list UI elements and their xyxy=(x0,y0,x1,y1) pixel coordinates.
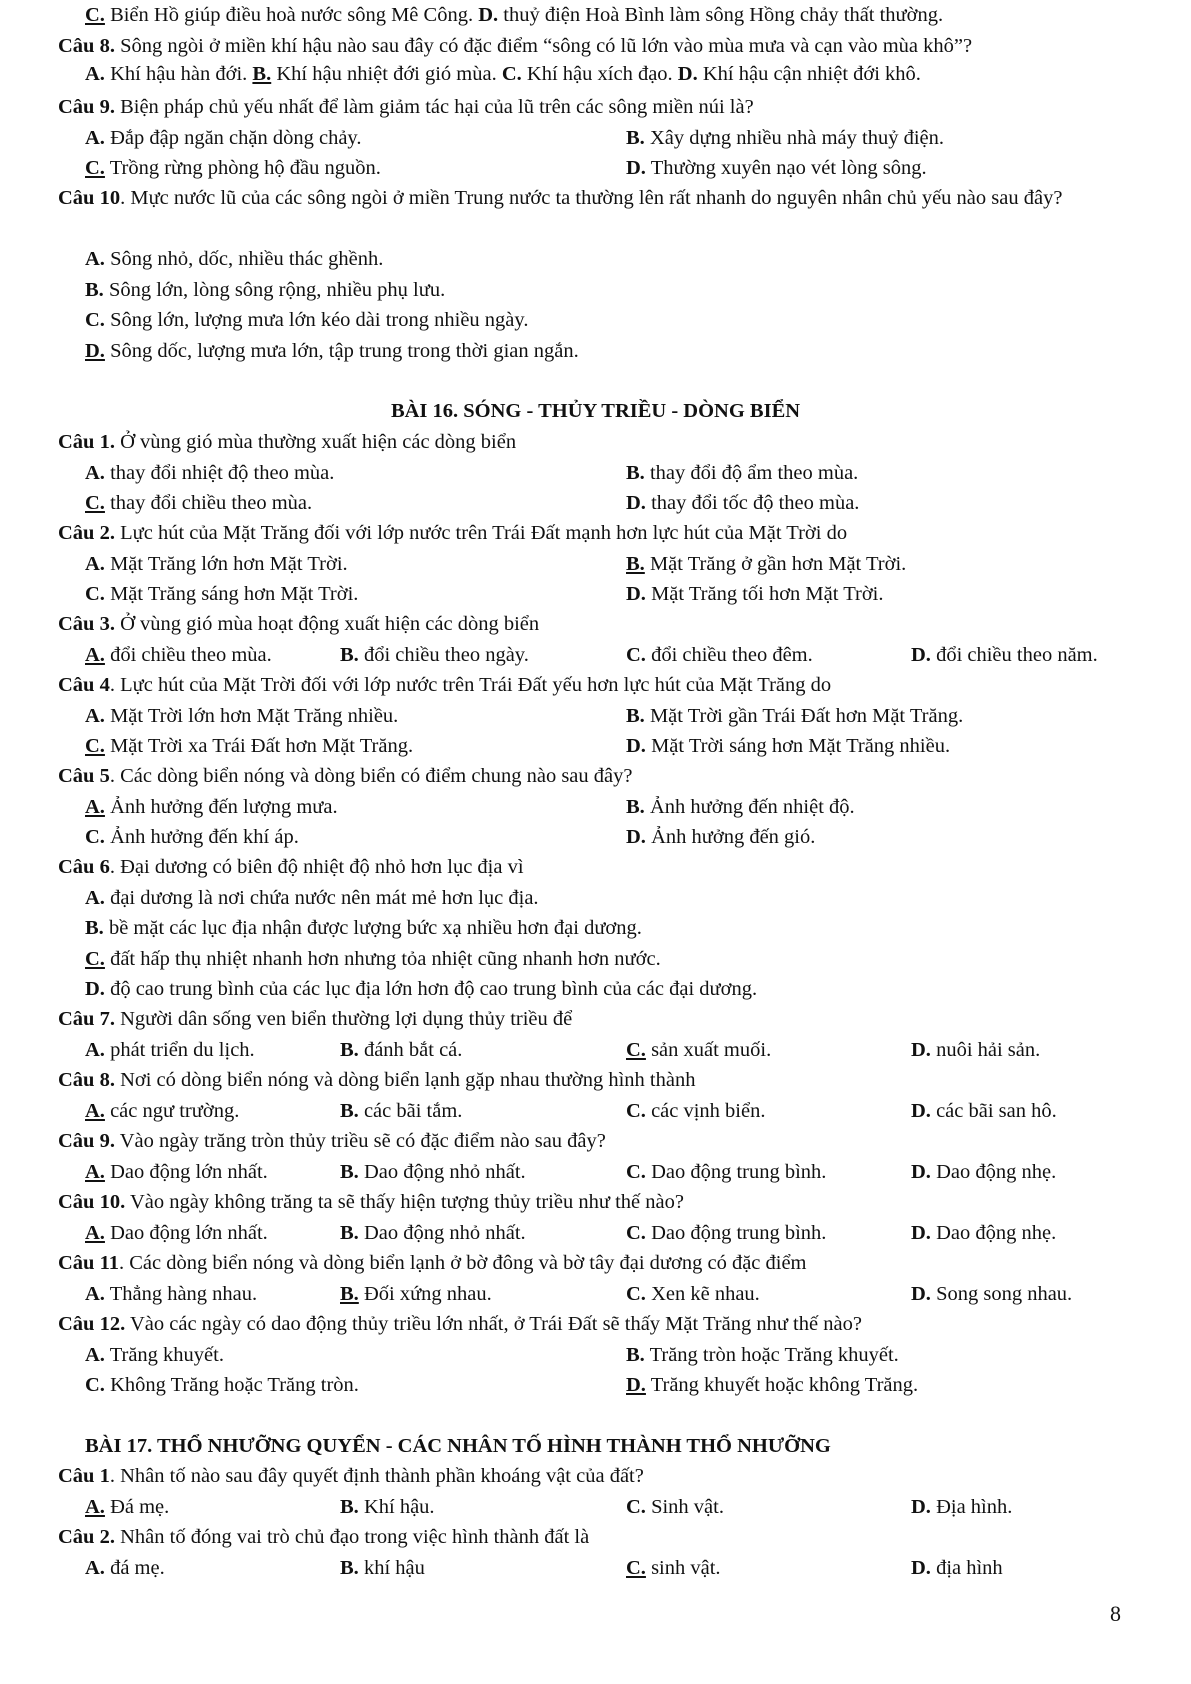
option-b xyxy=(340,1492,435,1523)
option-text: đánh bắt cá. xyxy=(363,1039,463,1061)
question-line xyxy=(58,670,1131,701)
question-line xyxy=(58,1187,1131,1218)
option-c xyxy=(626,1492,724,1523)
option-label: A. xyxy=(85,553,105,575)
question-text: Biện pháp chủ yếu nhất để làm giảm tác hại của lũ trên các sông miền núi là? xyxy=(120,96,754,118)
option-b xyxy=(85,913,642,944)
option-c xyxy=(85,488,312,519)
option-label: B. xyxy=(626,127,645,149)
option-text: thuỷ điện Hoà Bình làm sông Hồng chảy thất thường. xyxy=(503,4,944,26)
option-label: A. xyxy=(85,1344,105,1366)
option-text: Trăng khuyết. xyxy=(109,1344,224,1366)
question-text: Người dân sống ven biển thường lợi dụng thủy triều để xyxy=(120,1008,573,1030)
option-c xyxy=(85,1370,359,1401)
question-label: Câu 2. xyxy=(58,1526,115,1548)
option-d xyxy=(911,1035,1040,1066)
option-label: D. xyxy=(911,1039,931,1061)
option-label: A. xyxy=(85,644,105,666)
option-label: C. xyxy=(85,4,105,26)
option-text: đổi chiều theo năm. xyxy=(936,644,1098,666)
question-line xyxy=(58,31,1131,62)
option-a xyxy=(85,701,398,732)
option-text: Mặt Trời lớn hơn Mặt Trăng nhiều. xyxy=(110,705,399,727)
option-text: Ảnh hưởng đến lượng mưa. xyxy=(110,796,338,818)
option-label: A. xyxy=(85,1283,105,1305)
option-text: Sông dốc, lượng mưa lớn, tập trung trong thời gian ngắn. xyxy=(110,340,579,362)
option-label: B. xyxy=(85,917,104,939)
option-text: đổi chiều theo đêm. xyxy=(651,644,813,666)
question-label: Câu 3. xyxy=(58,613,115,635)
question-text: . Lực hút của Mặt Trời đối với lớp nước trên Trái Đất yếu hơn lực hút của Mặt Trăng do xyxy=(109,674,832,696)
option-label: D. xyxy=(911,1222,931,1244)
option-label: A. xyxy=(85,1496,105,1518)
option-text: độ cao trung bình của các lục địa lớn hơn độ cao trung bình của các đại dương. xyxy=(110,978,758,1000)
option-label: C. xyxy=(85,309,105,331)
question-label: Câu 9. xyxy=(58,1130,115,1152)
question-line xyxy=(58,92,1131,123)
question-line xyxy=(58,1065,1131,1096)
option-d xyxy=(626,488,859,519)
option-label: D. xyxy=(911,1557,931,1579)
option-text: Xen kẽ nhau. xyxy=(651,1283,760,1305)
option-text: Khí hậu hàn đới. xyxy=(110,63,248,85)
option-label: B. xyxy=(626,796,645,818)
option-a xyxy=(85,1096,239,1127)
option-label: D. xyxy=(626,492,646,514)
question-line xyxy=(58,1126,1131,1157)
option-a xyxy=(85,1157,268,1188)
option-a xyxy=(85,1218,268,1249)
option-label: A. xyxy=(85,887,105,909)
option-d xyxy=(911,1553,1003,1584)
question-text: Lực hút của Mặt Trăng đối với lớp nước trên Trái Đất mạnh hơn lực hút của Mặt Trời do xyxy=(120,522,848,544)
option-a xyxy=(85,1340,224,1371)
option-text: thay đổi chiều theo mùa. xyxy=(110,492,313,514)
option-label: A. xyxy=(85,1557,105,1579)
option-text: Dao động trung bình. xyxy=(651,1161,827,1183)
prev-answer-line xyxy=(85,0,1131,31)
option-d xyxy=(626,731,950,762)
option-b xyxy=(340,1553,425,1584)
question-label: Câu 7. xyxy=(58,1008,115,1030)
option-text: sản xuất muối. xyxy=(651,1039,772,1061)
page-number: 8 xyxy=(1110,1601,1121,1626)
option-label: B. xyxy=(626,553,645,575)
option-text: Đối xứng nhau. xyxy=(363,1283,492,1305)
option-label: A. xyxy=(85,127,105,149)
option-d xyxy=(911,1096,1057,1127)
question-label: Câu 11 xyxy=(58,1252,119,1274)
option-d xyxy=(626,822,815,853)
option-label: B. xyxy=(252,63,272,85)
option-label: A. xyxy=(85,1222,105,1244)
section-heading: BÀI 17. THỔ NHƯỠNG QUYỂN - CÁC NHÂN TỐ HÌNH THÀNH THỔ NHƯỠNG xyxy=(85,1435,831,1457)
option-text: Sông lớn, lòng sông rộng, nhiều phụ lưu. xyxy=(108,279,446,301)
option-label: B. xyxy=(340,644,359,666)
option-label: B. xyxy=(340,1100,359,1122)
option-label: D. xyxy=(911,1496,931,1518)
question-line xyxy=(58,518,1131,549)
option-label: A. xyxy=(85,705,105,727)
option-text: Đắp đập ngăn chặn dòng chảy. xyxy=(110,127,362,149)
option-label: D. xyxy=(677,63,698,85)
option-label: C. xyxy=(501,63,522,85)
option-label: B. xyxy=(340,1161,359,1183)
option-label: D. xyxy=(626,1374,646,1396)
question-line xyxy=(58,1309,1131,1340)
option-c xyxy=(85,731,413,762)
question-line xyxy=(58,1461,1131,1492)
option-label: C. xyxy=(85,948,105,970)
option-d xyxy=(626,153,927,184)
option-label: D. xyxy=(85,340,105,362)
option-label: C. xyxy=(85,583,105,605)
option-text: Địa hình. xyxy=(936,1496,1013,1518)
question-text: Nhân tố đóng vai trò chủ đạo trong việc hình thành đất là xyxy=(120,1526,590,1548)
option-text: Ảnh hưởng đến khí áp. xyxy=(110,826,299,848)
question-line xyxy=(58,609,1131,640)
option-d xyxy=(911,1157,1056,1188)
question-line xyxy=(58,183,1131,214)
option-text: khí hậu xyxy=(363,1557,425,1579)
option-a xyxy=(85,792,338,823)
option-text: địa hình xyxy=(936,1557,1003,1579)
option-b xyxy=(626,123,944,154)
option-text: Trăng tròn hoặc Trăng khuyết. xyxy=(649,1344,899,1366)
option-label: D. xyxy=(626,735,646,757)
option-d xyxy=(85,336,579,367)
option-label: D. xyxy=(626,826,646,848)
option-text: đất hấp thụ nhiệt nhanh hơn nhưng tỏa nhiệt cũng nhanh hơn nước. xyxy=(110,948,661,970)
option-text: Khí hậu nhiệt đới gió mùa. xyxy=(276,63,497,85)
option-label: B. xyxy=(626,1344,645,1366)
option-a xyxy=(85,123,361,154)
option-text: đổi chiều theo ngày. xyxy=(363,644,529,666)
option-text: Thẳng hàng nhau. xyxy=(109,1283,258,1305)
option-label: C. xyxy=(626,1161,646,1183)
option-label: C. xyxy=(626,1283,646,1305)
question-text: . Đại dương có biên độ nhiệt độ nhỏ hơn lục địa vì xyxy=(109,856,524,878)
question-text: Nơi có dòng biển nóng và dòng biển lạnh gặp nhau thường hình thành xyxy=(120,1069,696,1091)
option-text: Không Trăng hoặc Trăng tròn. xyxy=(110,1374,359,1396)
option-text: các bãi san hô. xyxy=(936,1100,1057,1122)
question-text: . Các dòng biển nóng và dòng biển lạnh ở bờ đông và bờ tây đại dương có đặc điểm xyxy=(118,1252,807,1274)
option-a xyxy=(85,883,539,914)
option-label: C. xyxy=(85,157,105,179)
option-label: B. xyxy=(340,1496,359,1518)
option-b xyxy=(626,1340,899,1371)
question-line xyxy=(58,1004,1131,1035)
option-label: A. xyxy=(85,796,105,818)
option-label: D. xyxy=(626,583,646,605)
option-text: đổi chiều theo mùa. xyxy=(110,644,272,666)
option-label: B. xyxy=(340,1039,359,1061)
option-text: Dao động nhẹ. xyxy=(936,1161,1057,1183)
option-text: Sông nhỏ, dốc, nhiều thác ghềnh. xyxy=(110,248,384,270)
option-a xyxy=(85,1492,169,1523)
option-text: Dao động lớn nhất. xyxy=(110,1222,268,1244)
option-label: C. xyxy=(626,1557,646,1579)
option-text: Mặt Trời sáng hơn Mặt Trăng nhiều. xyxy=(651,735,951,757)
option-label: D. xyxy=(478,4,499,26)
option-d xyxy=(911,640,1098,671)
option-d xyxy=(911,1492,1012,1523)
option-label: B. xyxy=(340,1283,359,1305)
question-text: Ở vùng gió mùa hoạt động xuất hiện các dòng biển xyxy=(120,613,540,635)
question-label: Câu 10. xyxy=(58,1191,126,1213)
option-text: Ảnh hưởng đến gió. xyxy=(651,826,816,848)
option-text: Dao động nhỏ nhất. xyxy=(363,1222,526,1244)
option-b xyxy=(340,1035,462,1066)
question-label: Câu 8. xyxy=(58,1069,115,1091)
option-label: C. xyxy=(85,1374,105,1396)
option-text: thay đổi độ ẩm theo mùa. xyxy=(649,462,859,484)
option-c xyxy=(626,1096,765,1127)
option-text: sinh vật. xyxy=(651,1557,721,1579)
option-b xyxy=(340,1096,462,1127)
question-label: Câu 4 xyxy=(58,674,110,696)
question-text: Ở vùng gió mùa thường xuất hiện các dòng biển xyxy=(120,431,517,453)
option-label: C. xyxy=(626,1039,646,1061)
question-text: Sông ngòi ở miền khí hậu nào sau đây có đặc điểm “sông có lũ lớn vào mùa mưa và cạn vào mùa khô”? xyxy=(120,35,973,57)
question-text: . Mực nước lũ của các sông ngòi ở miền Trung nước ta thường lên rất nhanh do nguyên nhân chủ yếu nào sau đây? xyxy=(120,187,1063,209)
option-b xyxy=(340,640,529,671)
option-label: A. xyxy=(85,248,105,270)
option-label: B. xyxy=(85,279,104,301)
option-a xyxy=(85,458,334,489)
option-label: B. xyxy=(626,462,645,484)
option-label: B. xyxy=(340,1557,359,1579)
option-c xyxy=(85,579,358,610)
option-text: Trồng rừng phòng hộ đầu nguồn. xyxy=(109,157,381,179)
option-d xyxy=(911,1218,1056,1249)
question-label: Câu 1. xyxy=(58,431,115,453)
option-b xyxy=(626,792,855,823)
question-line xyxy=(58,427,1131,458)
option-text: bề mặt các lục địa nhận được lượng bức xạ nhiều hơn đại dương. xyxy=(108,917,642,939)
option-d xyxy=(911,1279,1072,1310)
option-c xyxy=(626,640,813,671)
option-label: D. xyxy=(85,978,105,1000)
question-label: Câu 2. xyxy=(58,522,115,544)
question-label: Câu 12. xyxy=(58,1313,126,1335)
option-label: A. xyxy=(85,462,105,484)
option-c xyxy=(85,305,528,336)
section-heading: BÀI 16. SÓNG - THỦY TRIỀU - DÒNG BIỂN xyxy=(390,400,801,422)
option-d xyxy=(85,974,757,1005)
question-label: Câu 9. xyxy=(58,96,115,118)
option-text: Mặt Trăng ở gần hơn Mặt Trời. xyxy=(649,553,907,575)
question-line xyxy=(58,1522,1131,1553)
option-b xyxy=(626,701,963,732)
option-text: Song song nhau. xyxy=(936,1283,1073,1305)
option-text: thay đổi nhiệt độ theo mùa. xyxy=(110,462,335,484)
option-text: Sinh vật. xyxy=(651,1496,724,1518)
option-label: B. xyxy=(626,705,645,727)
option-c xyxy=(85,153,381,184)
option-b xyxy=(85,275,445,306)
option-label: A. xyxy=(85,1100,105,1122)
option-b xyxy=(340,1157,526,1188)
option-label: C. xyxy=(85,492,105,514)
option-label: D. xyxy=(911,1100,931,1122)
question-text: Vào ngày không trăng ta sẽ thấy hiện tượng thủy triều như thế nào? xyxy=(129,1191,684,1213)
option-a xyxy=(85,1279,257,1310)
option-text: Biển Hồ giúp điều hoà nước sông Mê Công. xyxy=(110,4,474,26)
option-text: Thường xuyên nạo vét lòng sông. xyxy=(650,157,927,179)
option-c xyxy=(626,1553,721,1584)
option-b xyxy=(340,1218,526,1249)
option-label: C. xyxy=(626,644,646,666)
option-b xyxy=(626,458,858,489)
option-label: C. xyxy=(626,1100,646,1122)
option-text: Sông lớn, lượng mưa lớn kéo dài trong nhiều ngày. xyxy=(110,309,529,331)
option-a xyxy=(85,640,272,671)
question-line xyxy=(58,852,1131,883)
option-text: Mặt Trời xa Trái Đất hơn Mặt Trăng. xyxy=(110,735,414,757)
option-text: Mặt Trời gần Trái Đất hơn Mặt Trăng. xyxy=(649,705,964,727)
question-text: . Nhân tố nào sau đây quyết định thành phần khoáng vật của đất? xyxy=(109,1465,644,1487)
option-text: nuôi hải sản. xyxy=(936,1039,1041,1061)
option-a xyxy=(85,244,383,275)
question-label: Câu 6 xyxy=(58,856,110,878)
option-label: C. xyxy=(85,826,105,848)
question-line xyxy=(58,1248,1131,1279)
option-text: Ảnh hưởng đến nhiệt độ. xyxy=(649,796,855,818)
option-a xyxy=(85,549,348,580)
option-c xyxy=(626,1279,760,1310)
option-b xyxy=(340,1279,492,1310)
option-text: Dao động trung bình. xyxy=(651,1222,827,1244)
option-text: Mặt Trăng tối hơn Mặt Trời. xyxy=(651,583,884,605)
option-text: Khí hậu cận nhiệt đới khô. xyxy=(702,63,921,85)
option-c xyxy=(85,822,299,853)
options-line xyxy=(85,59,1131,90)
option-label: C. xyxy=(626,1496,646,1518)
option-text: Khí hậu. xyxy=(363,1496,435,1518)
option-text: đá mẹ. xyxy=(110,1557,165,1579)
option-text: Mặt Trăng lớn hơn Mặt Trời. xyxy=(110,553,348,575)
question-label: Câu 8. xyxy=(58,35,115,57)
option-label: D. xyxy=(626,157,646,179)
option-d xyxy=(626,579,884,610)
option-text: phát triển du lịch. xyxy=(110,1039,255,1061)
option-text: Dao động nhẹ. xyxy=(936,1222,1057,1244)
option-a xyxy=(85,1553,165,1584)
option-text: các bãi tắm. xyxy=(363,1100,463,1122)
question-line xyxy=(58,761,1131,792)
question-text: . Các dòng biển nóng và dòng biển có điểm chung nào sau đây? xyxy=(109,765,633,787)
question-label: Câu 5 xyxy=(58,765,110,787)
option-label: B. xyxy=(340,1222,359,1244)
option-d xyxy=(626,1370,918,1401)
option-c xyxy=(85,944,661,975)
question-text: Vào ngày trăng tròn thủy triều sẽ có đặc điểm nào sau đây? xyxy=(119,1130,606,1152)
option-text: Xây dựng nhiều nhà máy thuỷ điện. xyxy=(649,127,945,149)
option-c xyxy=(626,1218,826,1249)
option-text: Dao động nhỏ nhất. xyxy=(363,1161,526,1183)
option-text: các ngư trường. xyxy=(110,1100,240,1122)
option-text: Mặt Trăng sáng hơn Mặt Trời. xyxy=(110,583,359,605)
option-label: D. xyxy=(911,1161,931,1183)
option-text: Đá mẹ. xyxy=(110,1496,170,1518)
option-c xyxy=(626,1035,771,1066)
option-text: các vịnh biển. xyxy=(651,1100,766,1122)
option-text: Dao động lớn nhất. xyxy=(110,1161,268,1183)
option-label: C. xyxy=(626,1222,646,1244)
option-b xyxy=(626,549,906,580)
option-a xyxy=(85,1035,255,1066)
option-text: thay đổi tốc độ theo mùa. xyxy=(651,492,860,514)
question-label: Câu 1 xyxy=(58,1465,110,1487)
option-text: Trăng khuyết hoặc không Trăng. xyxy=(650,1374,919,1396)
option-label: D. xyxy=(911,644,931,666)
option-c xyxy=(626,1157,826,1188)
option-label: D. xyxy=(911,1283,931,1305)
option-label: A. xyxy=(85,1161,105,1183)
option-label: A. xyxy=(85,63,105,85)
option-label: A. xyxy=(85,1039,105,1061)
option-text: đại dương là nơi chứa nước nên mát mẻ hơn lục địa. xyxy=(110,887,539,909)
option-text: Khí hậu xích đạo. xyxy=(526,63,673,85)
question-label: Câu 10 xyxy=(58,187,121,209)
option-label: C. xyxy=(85,735,105,757)
question-text: Vào các ngày có dao động thủy triều lớn nhất, ở Trái Đất sẽ thấy Mặt Trăng như thế nào? xyxy=(129,1313,862,1335)
